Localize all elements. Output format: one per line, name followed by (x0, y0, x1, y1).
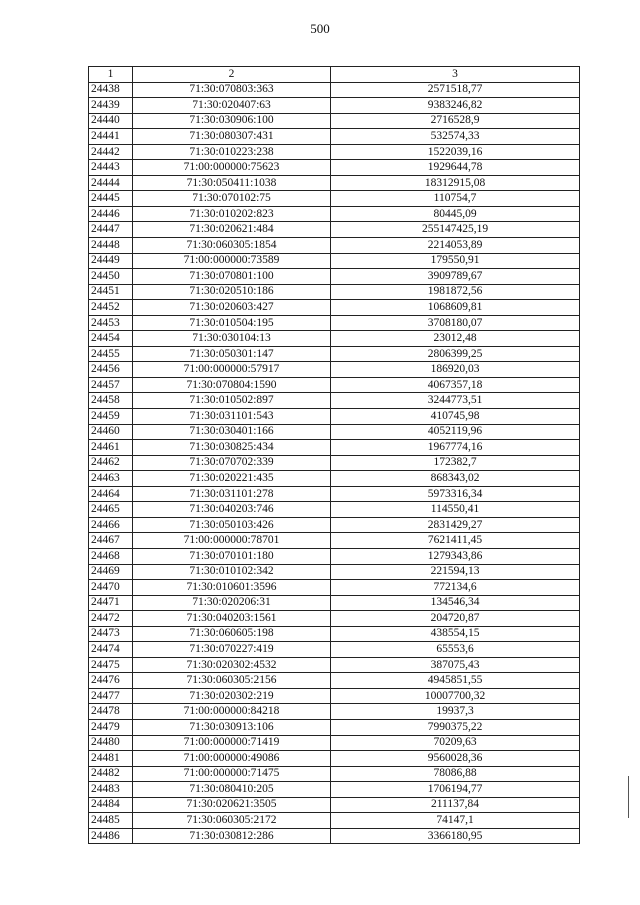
cadastral-number-cell: 71:30:010601:3596 (133, 580, 331, 596)
table-row (89, 455, 580, 471)
cadastral-value-cell: 221594,13 (331, 564, 580, 580)
cadastral-value-cell: 438554,15 (331, 626, 580, 642)
cadastral-number-cell: 71:30:050103:426 (133, 517, 331, 533)
table-row (89, 688, 580, 704)
table-row (89, 673, 580, 689)
row-number-cell: 24442 (89, 144, 133, 160)
table-row (89, 238, 580, 254)
cadastral-number-cell: 71:30:020603:427 (133, 300, 331, 316)
cadastral-number-cell: 71:30:010202:823 (133, 206, 331, 222)
row-number-cell: 24465 (89, 502, 133, 518)
cadastral-value-cell: 18312915,08 (331, 175, 580, 191)
table-row (89, 113, 580, 129)
cadastral-value-cell: 19937,3 (331, 704, 580, 720)
cadastral-number-cell: 71:30:080410:205 (133, 782, 331, 798)
cadastral-number-cell: 71:30:020302:219 (133, 688, 331, 704)
header-row (89, 67, 580, 83)
row-number-cell: 24443 (89, 160, 133, 176)
table-row (89, 719, 580, 735)
table-row (89, 331, 580, 347)
table-row (89, 206, 580, 222)
row-number-cell: 24485 (89, 813, 133, 829)
cadastral-value-cell: 4052119,96 (331, 424, 580, 440)
cadastral-value-cell: 114550,41 (331, 502, 580, 518)
table-row (89, 253, 580, 269)
cadastral-number-cell: 71:30:040203:1561 (133, 611, 331, 627)
cadastral-number-cell: 71:30:020621:3505 (133, 797, 331, 813)
row-number-cell: 24471 (89, 595, 133, 611)
row-number-cell: 24456 (89, 362, 133, 378)
table-row (89, 828, 580, 844)
table-row (89, 424, 580, 440)
cadastral-number-cell: 71:00:000000:71475 (133, 766, 331, 782)
table-row (89, 782, 580, 798)
row-number-cell: 24476 (89, 673, 133, 689)
cadastral-number-cell: 71:30:030913:106 (133, 719, 331, 735)
cadastral-value-cell: 1279343,86 (331, 548, 580, 564)
cadastral-number-cell: 71:30:070227:419 (133, 642, 331, 658)
cadastral-value-cell: 1967774,16 (331, 440, 580, 456)
cadastral-number-cell: 71:30:020302:4532 (133, 657, 331, 673)
row-number-cell: 24470 (89, 580, 133, 596)
cadastral-number-cell: 71:30:070702:339 (133, 455, 331, 471)
cadastral-value-cell: 1981872,56 (331, 284, 580, 300)
cadastral-value-cell: 1929644,78 (331, 160, 580, 176)
cadastral-number-cell: 71:30:070804:1590 (133, 377, 331, 393)
table-row (89, 502, 580, 518)
row-number-cell: 24458 (89, 393, 133, 409)
row-number-cell: 24486 (89, 828, 133, 844)
cadastral-value-cell: 9383246,82 (331, 98, 580, 114)
table-row (89, 704, 580, 720)
cadastral-value-cell: 410745,98 (331, 409, 580, 425)
row-number-cell: 24449 (89, 253, 133, 269)
row-number-cell: 24459 (89, 409, 133, 425)
table-row (89, 300, 580, 316)
cadastral-value-cell: 211137,84 (331, 797, 580, 813)
row-number-cell: 24461 (89, 440, 133, 456)
cadastral-value-cell: 2831429,27 (331, 517, 580, 533)
cadastral-number-cell: 71:30:040203:746 (133, 502, 331, 518)
cadastral-number-cell: 71:00:000000:57917 (133, 362, 331, 378)
cadastral-value-cell: 2214053,89 (331, 238, 580, 254)
row-number-cell: 24480 (89, 735, 133, 751)
cadastral-value-cell: 110754,7 (331, 191, 580, 207)
table-row (89, 471, 580, 487)
cadastral-value-cell: 3366180,95 (331, 828, 580, 844)
row-number-cell: 24481 (89, 751, 133, 767)
cadastral-number-cell: 71:30:020221:435 (133, 471, 331, 487)
cadastral-value-cell: 65553,6 (331, 642, 580, 658)
cadastral-value-cell: 134546,34 (331, 595, 580, 611)
cadastral-number-cell: 71:00:000000:73589 (133, 253, 331, 269)
row-number-cell: 24473 (89, 626, 133, 642)
row-number-cell: 24444 (89, 175, 133, 191)
table-row (89, 564, 580, 580)
column-header-cadastral-number: 2 (133, 67, 331, 83)
cadastral-value-table (88, 66, 580, 844)
table-row (89, 409, 580, 425)
table-row (89, 191, 580, 207)
table-row (89, 175, 580, 191)
column-header-row-number: 1 (89, 67, 133, 83)
cadastral-value-cell: 1522039,16 (331, 144, 580, 160)
cadastral-value-cell: 772134,6 (331, 580, 580, 596)
table-row (89, 440, 580, 456)
cadastral-number-cell: 71:30:030825:434 (133, 440, 331, 456)
row-number-cell: 24448 (89, 238, 133, 254)
row-number-cell: 24462 (89, 455, 133, 471)
row-number-cell: 24463 (89, 471, 133, 487)
cadastral-value-cell: 172382,7 (331, 455, 580, 471)
cadastral-number-cell: 71:30:020510:186 (133, 284, 331, 300)
table-row (89, 284, 580, 300)
table-row (89, 611, 580, 627)
cadastral-value-cell: 179550,91 (331, 253, 580, 269)
cadastral-number-cell: 71:30:030104:13 (133, 331, 331, 347)
cadastral-number-cell: 71:30:060305:1854 (133, 238, 331, 254)
table-row (89, 82, 580, 98)
row-number-cell: 24474 (89, 642, 133, 658)
cadastral-number-cell: 71:30:010102:342 (133, 564, 331, 580)
row-number-cell: 24466 (89, 517, 133, 533)
cadastral-value-cell: 3244773,51 (331, 393, 580, 409)
row-number-cell: 24446 (89, 206, 133, 222)
row-number-cell: 24445 (89, 191, 133, 207)
table-row (89, 486, 580, 502)
cadastral-number-cell: 71:30:020407:63 (133, 98, 331, 114)
cadastral-value-cell: 1706194,77 (331, 782, 580, 798)
cadastral-number-cell: 71:30:080307:431 (133, 129, 331, 145)
cadastral-value-cell: 868343,02 (331, 471, 580, 487)
cadastral-number-cell: 71:30:031101:543 (133, 409, 331, 425)
row-number-cell: 24464 (89, 486, 133, 502)
table-row (89, 393, 580, 409)
row-number-cell: 24483 (89, 782, 133, 798)
row-number-cell: 24455 (89, 346, 133, 362)
page-number: 500 (310, 21, 330, 36)
table-row (89, 160, 580, 176)
table-row (89, 533, 580, 549)
row-number-cell: 24454 (89, 331, 133, 347)
row-number-cell: 24478 (89, 704, 133, 720)
cadastral-value-cell: 7621411,45 (331, 533, 580, 549)
cadastral-number-cell: 71:30:070102:75 (133, 191, 331, 207)
row-number-cell: 24477 (89, 688, 133, 704)
row-number-cell: 24467 (89, 533, 133, 549)
table-row (89, 580, 580, 596)
table-row (89, 346, 580, 362)
cadastral-number-cell: 71:30:030906:100 (133, 113, 331, 129)
row-number-cell: 24440 (89, 113, 133, 129)
cadastral-number-cell: 71:30:070101:180 (133, 548, 331, 564)
cadastral-value-cell: 2716528,9 (331, 113, 580, 129)
table-row (89, 797, 580, 813)
cadastral-number-cell: 71:30:020206:31 (133, 595, 331, 611)
cadastral-number-cell: 71:30:010502:897 (133, 393, 331, 409)
cadastral-number-cell: 71:30:030401:166 (133, 424, 331, 440)
table-row (89, 813, 580, 829)
row-number-cell: 24482 (89, 766, 133, 782)
cadastral-value-cell: 5973316,34 (331, 486, 580, 502)
cadastral-number-cell: 71:30:060605:198 (133, 626, 331, 642)
row-number-cell: 24457 (89, 377, 133, 393)
table-row (89, 642, 580, 658)
cadastral-number-cell: 71:00:000000:49086 (133, 751, 331, 767)
row-number-cell: 24453 (89, 315, 133, 331)
cadastral-value-cell: 78086,88 (331, 766, 580, 782)
row-number-cell: 24460 (89, 424, 133, 440)
cadastral-number-cell: 71:00:000000:78701 (133, 533, 331, 549)
table-row (89, 129, 580, 145)
cadastral-number-cell: 71:30:050301:147 (133, 346, 331, 362)
cadastral-value-cell: 387075,43 (331, 657, 580, 673)
row-number-cell: 24479 (89, 719, 133, 735)
row-number-cell: 24472 (89, 611, 133, 627)
cadastral-value-cell: 4945851,55 (331, 673, 580, 689)
cadastral-number-cell: 71:30:050411:1038 (133, 175, 331, 191)
row-number-cell: 24469 (89, 564, 133, 580)
cadastral-value-cell: 186920,03 (331, 362, 580, 378)
cadastral-value-cell: 4067357,18 (331, 377, 580, 393)
cadastral-value-cell: 9560028,36 (331, 751, 580, 767)
cadastral-value-cell: 80445,09 (331, 206, 580, 222)
table-row (89, 766, 580, 782)
cadastral-number-cell: 71:30:010223:238 (133, 144, 331, 160)
table-row (89, 595, 580, 611)
cadastral-value-cell: 2571518,77 (331, 82, 580, 98)
cadastral-number-cell: 71:30:020621:484 (133, 222, 331, 238)
column-header-cadastral-value: 3 (331, 67, 580, 83)
cadastral-value-cell: 3909789,67 (331, 269, 580, 285)
cadastral-number-cell: 71:30:070803:363 (133, 82, 331, 98)
table-header (89, 67, 580, 83)
cadastral-number-cell: 71:30:060305:2156 (133, 673, 331, 689)
table-row (89, 517, 580, 533)
row-number-cell: 24451 (89, 284, 133, 300)
table-row (89, 98, 580, 114)
cadastral-number-cell: 71:30:030812:286 (133, 828, 331, 844)
cadastral-value-cell: 10007700,32 (331, 688, 580, 704)
table-row (89, 269, 580, 285)
cadastral-value-cell: 255147425,19 (331, 222, 580, 238)
cadastral-value-cell: 1068609,81 (331, 300, 580, 316)
table-row (89, 751, 580, 767)
table-row (89, 735, 580, 751)
table-row (89, 548, 580, 564)
cadastral-number-cell: 71:00:000000:84218 (133, 704, 331, 720)
cadastral-value-cell: 23012,48 (331, 331, 580, 347)
row-number-cell: 24441 (89, 129, 133, 145)
row-number-cell: 24438 (89, 82, 133, 98)
row-number-cell: 24447 (89, 222, 133, 238)
table-row (89, 626, 580, 642)
table-row (89, 657, 580, 673)
table-row (89, 377, 580, 393)
cadastral-number-cell: 71:00:000000:75623 (133, 160, 331, 176)
row-number-cell: 24475 (89, 657, 133, 673)
cadastral-value-cell: 70209,63 (331, 735, 580, 751)
row-number-cell: 24452 (89, 300, 133, 316)
table-body (89, 82, 580, 844)
table-row (89, 362, 580, 378)
cadastral-value-cell: 74147,1 (331, 813, 580, 829)
cadastral-value-cell: 7990375,22 (331, 719, 580, 735)
margin-scan-mark (628, 776, 629, 818)
row-number-cell: 24450 (89, 269, 133, 285)
table-row (89, 222, 580, 238)
cadastral-number-cell: 71:30:070801:100 (133, 269, 331, 285)
cadastral-number-cell: 71:30:031101:278 (133, 486, 331, 502)
cadastral-value-cell: 3708180,07 (331, 315, 580, 331)
cadastral-number-cell: 71:00:000000:71419 (133, 735, 331, 751)
cadastral-value-cell: 2806399,25 (331, 346, 580, 362)
table-row (89, 315, 580, 331)
row-number-cell: 24439 (89, 98, 133, 114)
cadastral-number-cell: 71:30:010504:195 (133, 315, 331, 331)
table-row (89, 144, 580, 160)
row-number-cell: 24468 (89, 548, 133, 564)
cadastral-value-cell: 532574,33 (331, 129, 580, 145)
row-number-cell: 24484 (89, 797, 133, 813)
cadastral-value-cell: 204720,87 (331, 611, 580, 627)
cadastral-number-cell: 71:30:060305:2172 (133, 813, 331, 829)
